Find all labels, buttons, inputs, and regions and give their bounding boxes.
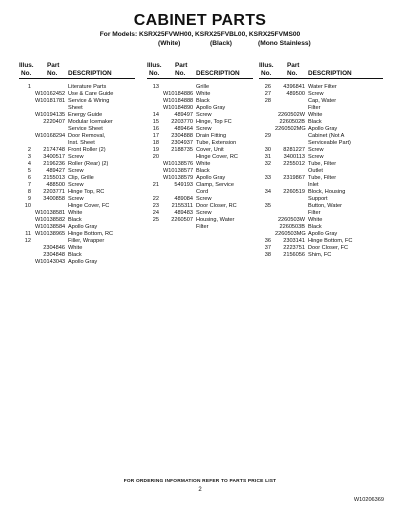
- illus-number: 10: [24, 203, 31, 209]
- part-description: Grille: [196, 84, 210, 90]
- part-row: [147, 196, 253, 203]
- part-description: Filter: [308, 210, 321, 216]
- illus-number: 7: [27, 182, 31, 188]
- illus-number: 9: [27, 196, 31, 202]
- part-number: W10162452: [35, 91, 66, 97]
- page-number: 2: [198, 487, 202, 493]
- part-number: 2260519: [283, 189, 305, 195]
- part-number: W10143043: [35, 259, 66, 265]
- part-description: White: [68, 245, 83, 251]
- header-rule: [19, 78, 135, 79]
- part-number: 2260503MG: [275, 231, 306, 237]
- illus-number: 33: [264, 175, 271, 181]
- part-description: Tube, Extension: [196, 140, 237, 146]
- part-row: [259, 210, 383, 217]
- part-description: Cabinet (Not A: [308, 133, 345, 139]
- part-description: Clamp, Service: [196, 182, 234, 188]
- illus-number: 22: [152, 196, 159, 202]
- part-description: Cap, Water: [308, 98, 337, 104]
- part-row: [19, 175, 135, 182]
- part-number: 3400858: [43, 196, 65, 202]
- part-number: W10138579: [163, 175, 194, 181]
- part-number: W10194135: [35, 112, 66, 118]
- part-row: [259, 252, 383, 259]
- illus-number: 26: [264, 84, 271, 90]
- part-number: W10138584: [35, 224, 66, 230]
- parts-column-1: [19, 62, 135, 266]
- part-row: [19, 161, 135, 168]
- header-illus-1: Illus.: [259, 62, 274, 69]
- part-number: 2156056: [283, 252, 305, 258]
- part-row: [19, 147, 135, 154]
- part-row: [19, 126, 135, 133]
- part-number: 549193: [174, 182, 193, 188]
- part-row: [19, 217, 135, 224]
- part-description: Apollo Gray: [68, 224, 98, 230]
- variant-black: (Black): [210, 40, 232, 47]
- part-row: [19, 119, 135, 126]
- part-row: [259, 203, 383, 210]
- part-row: [259, 168, 383, 175]
- header-description: DESCRIPTION: [68, 70, 112, 77]
- part-description: Inlet: [308, 182, 319, 188]
- variant-white: (White): [158, 40, 181, 47]
- part-description: Tube, Filter: [308, 175, 337, 181]
- part-row: [147, 126, 253, 133]
- part-description: Screw: [196, 112, 212, 118]
- illus-number: 14: [152, 112, 159, 118]
- part-number: W10138965: [35, 231, 66, 237]
- part-description: Use & Care Guide: [68, 91, 114, 97]
- part-number: 2304848: [43, 252, 65, 258]
- part-number: 2260502W: [277, 112, 305, 118]
- illus-number: 12: [24, 238, 31, 244]
- part-row: [19, 168, 135, 175]
- part-description: Tube, Filter: [308, 161, 337, 167]
- part-row: [147, 112, 253, 119]
- part-description: Screw: [68, 154, 84, 160]
- illus-number: 27: [264, 91, 271, 97]
- illus-number: 18: [152, 140, 159, 146]
- part-description: Front Roller (2): [68, 147, 106, 153]
- part-description: Screw: [308, 91, 324, 97]
- part-row: [259, 154, 383, 161]
- part-description: Cover, Unit: [196, 147, 224, 153]
- part-description: Black: [308, 224, 322, 230]
- part-description: Screw: [196, 196, 212, 202]
- part-row: [19, 182, 135, 189]
- illus-number: 13: [152, 84, 159, 90]
- part-row: [19, 189, 135, 196]
- part-number: 2188735: [171, 147, 193, 153]
- part-row: [147, 133, 253, 140]
- part-row: [147, 161, 253, 168]
- part-description: Hinge Bottom, FC: [308, 238, 353, 244]
- illus-number: 25: [152, 217, 159, 223]
- part-row: [147, 182, 253, 189]
- part-row: [147, 203, 253, 210]
- column-header: [19, 62, 135, 78]
- part-description: Serviceable Part): [308, 140, 351, 146]
- part-row: [19, 98, 135, 105]
- part-row: [259, 112, 383, 119]
- part-row: [147, 98, 253, 105]
- part-row: [259, 105, 383, 112]
- part-number: W10181781: [35, 98, 66, 104]
- part-number: W10138576: [163, 161, 194, 167]
- part-description: Drain Fitting: [196, 133, 227, 139]
- part-description: Black: [196, 98, 210, 104]
- illus-number: 35: [264, 203, 271, 209]
- part-number: 2260502MG: [275, 126, 306, 132]
- part-description: Door Closer, RC: [196, 203, 237, 209]
- part-description: Service & Wiring: [68, 98, 110, 104]
- part-number: 489427: [46, 168, 65, 174]
- illus-number: 8: [27, 189, 31, 195]
- variant-mono-stainless: (Mono Stainless): [258, 40, 311, 47]
- part-number: 489084: [174, 196, 193, 202]
- part-description: White: [68, 210, 83, 216]
- column-header: [147, 62, 253, 78]
- part-description: Filter: [196, 224, 209, 230]
- part-row: [19, 196, 135, 203]
- part-description: White: [196, 91, 211, 97]
- part-row: [259, 175, 383, 182]
- part-description: Apollo Gray: [68, 259, 98, 265]
- illus-number: 31: [264, 154, 271, 160]
- part-row: [259, 189, 383, 196]
- part-number: 488500: [46, 182, 65, 188]
- part-description: Hinge Top, RC: [68, 189, 105, 195]
- part-row: [259, 147, 383, 154]
- illus-number: 38: [264, 252, 271, 258]
- parts-rows: [19, 84, 135, 266]
- illus-number: 11: [25, 231, 31, 237]
- part-row: [147, 224, 253, 231]
- part-row: [147, 140, 253, 147]
- part-row: [259, 238, 383, 245]
- part-row: [147, 147, 253, 154]
- header-part-1: Part: [287, 62, 300, 69]
- part-number: 2260507: [171, 217, 193, 223]
- part-description: Cord: [196, 189, 209, 195]
- illus-number: 19: [152, 147, 159, 153]
- part-row: [147, 217, 253, 224]
- part-row: [259, 217, 383, 224]
- part-row: [19, 91, 135, 98]
- part-description: Screw: [308, 154, 324, 160]
- part-row: [19, 252, 135, 259]
- header-illus-1: Illus.: [147, 62, 162, 69]
- illus-number: 30: [264, 147, 271, 153]
- part-row: [259, 140, 383, 147]
- part-number: 489497: [174, 112, 193, 118]
- part-description: Apollo Gray: [308, 126, 338, 132]
- illus-number: 24: [152, 210, 159, 216]
- part-row: [259, 196, 383, 203]
- part-row: [259, 224, 383, 231]
- part-row: [259, 231, 383, 238]
- parts-column-2: [147, 62, 253, 231]
- parts-column-3: [259, 62, 383, 259]
- part-number: W10138581: [35, 210, 66, 216]
- part-description: White: [308, 112, 323, 118]
- part-description: Hinge, Top FC: [196, 119, 232, 125]
- part-description: Door Removal,: [68, 133, 106, 139]
- part-description: Support: [308, 196, 328, 202]
- part-row: [147, 210, 253, 217]
- part-row: [19, 105, 135, 112]
- header-illus-1: Illus.: [19, 62, 34, 69]
- part-row: [19, 203, 135, 210]
- part-row: [19, 224, 135, 231]
- part-description: Black: [68, 252, 82, 258]
- part-description: Modular Icemaker: [68, 119, 113, 125]
- part-description: Screw: [68, 182, 84, 188]
- parts-rows: [147, 84, 253, 231]
- part-description: Door Closer, FC: [308, 245, 349, 251]
- part-number: W10168294: [35, 133, 66, 139]
- header-part-2: No.: [287, 70, 298, 77]
- part-description: Screw: [196, 210, 212, 216]
- header-illus-2: No.: [261, 70, 272, 77]
- part-row: [147, 175, 253, 182]
- part-description: Black: [68, 217, 82, 223]
- part-number: W10184886: [163, 91, 194, 97]
- page-title: CABINET PARTS: [133, 12, 267, 29]
- column-header: [259, 62, 383, 78]
- part-row: [147, 189, 253, 196]
- part-number: 2304937: [171, 140, 193, 146]
- part-row: [259, 98, 383, 105]
- part-number: W10138577: [163, 168, 194, 174]
- part-row: [147, 84, 253, 91]
- part-row: [147, 154, 253, 161]
- illus-number: 1: [27, 84, 31, 90]
- part-row: [259, 119, 383, 126]
- part-row: [19, 231, 135, 238]
- part-number: 2303141: [283, 238, 305, 244]
- part-description: Filler, Wrapper: [68, 238, 105, 244]
- part-number: 2255012: [283, 161, 305, 167]
- part-number: 489500: [286, 91, 305, 97]
- part-description: Sheet: [68, 105, 83, 111]
- header-rule: [259, 78, 383, 79]
- part-description: Shim, FC: [308, 252, 332, 258]
- part-description: Screw: [196, 126, 212, 132]
- part-description: Outlet: [308, 168, 323, 174]
- part-description: Hinge Bottom, RC: [68, 231, 114, 237]
- header-rule: [147, 78, 253, 79]
- part-row: [147, 168, 253, 175]
- part-description: Roller (Rear) (2): [68, 161, 109, 167]
- illus-number: 5: [27, 168, 31, 174]
- part-row: [19, 245, 135, 252]
- illus-number: 29: [264, 133, 271, 139]
- part-description: Apollo Gray: [196, 175, 226, 181]
- header-description: DESCRIPTION: [308, 70, 352, 77]
- part-description: Service Sheet: [68, 126, 103, 132]
- part-description: Hinge Cover, FC: [68, 203, 110, 209]
- part-number: W10138582: [35, 217, 66, 223]
- part-number: 2260503W: [277, 217, 305, 223]
- part-row: [19, 84, 135, 91]
- part-row: [19, 210, 135, 217]
- part-number: 2155311: [171, 203, 193, 209]
- part-description: Water Filter: [308, 84, 337, 90]
- part-number: 3400517: [43, 154, 65, 160]
- part-number: 2260502B: [279, 119, 305, 125]
- part-number: W10184890: [163, 105, 194, 111]
- part-number: 3400113: [283, 154, 305, 160]
- part-row: [19, 154, 135, 161]
- illus-number: 17: [152, 133, 159, 139]
- part-row: [259, 182, 383, 189]
- part-row: [19, 112, 135, 119]
- part-description: Filter: [308, 105, 321, 111]
- part-row: [19, 238, 135, 245]
- model-list: For Models: KSRX25FVWH00, KSRX25FVBL00, KSRX25FVMS00: [99, 31, 301, 38]
- illus-number: 16: [152, 126, 159, 132]
- illus-number: 37: [264, 245, 271, 251]
- illus-number: 23: [152, 203, 159, 209]
- illus-number: 4: [27, 161, 31, 167]
- part-number: 489464: [174, 126, 193, 132]
- illus-number: 28: [264, 98, 271, 104]
- illus-number: 32: [264, 161, 271, 167]
- part-number: 2155013: [43, 175, 65, 181]
- illus-number: 20: [152, 154, 159, 160]
- header-part-1: Part: [47, 62, 60, 69]
- part-description: Button, Water: [308, 203, 342, 209]
- part-description: Clip, Grille: [68, 175, 94, 181]
- part-number: 2203771: [43, 189, 65, 195]
- part-number: 2196236: [43, 161, 65, 167]
- illus-number: 34: [264, 189, 271, 195]
- part-number: 2203770: [171, 119, 193, 125]
- part-number: 2304888: [171, 133, 193, 139]
- part-number: W10184888: [163, 98, 194, 104]
- part-description: Apollo Gray: [308, 231, 338, 237]
- document-code: W10206369: [353, 497, 384, 503]
- part-row: [259, 245, 383, 252]
- part-description: Energy Guide: [68, 112, 103, 118]
- part-description: Housing, Water: [196, 217, 235, 223]
- header-part-2: No.: [175, 70, 186, 77]
- part-description: Block, Housing: [308, 189, 346, 195]
- part-description: Hinge Cover, RC: [196, 154, 238, 160]
- part-number: 489483: [174, 210, 193, 216]
- header-part-2: No.: [47, 70, 58, 77]
- illus-number: 15: [152, 119, 159, 125]
- part-description: Black: [196, 168, 210, 174]
- part-number: 8281227: [283, 147, 305, 153]
- illus-number: 36: [264, 238, 271, 244]
- part-row: [147, 105, 253, 112]
- header-illus-2: No.: [149, 70, 160, 77]
- part-description: Apollo Gray: [196, 105, 226, 111]
- part-row: [19, 140, 135, 147]
- part-description: Screw: [68, 168, 84, 174]
- part-row: [147, 91, 253, 98]
- part-description: Screw: [308, 147, 324, 153]
- part-description: Screw: [68, 196, 84, 202]
- illus-number: 2: [27, 147, 31, 153]
- part-number: 2223751: [283, 245, 305, 251]
- header-illus-2: No.: [21, 70, 32, 77]
- part-description: White: [196, 161, 211, 167]
- part-number: 2304846: [43, 245, 65, 251]
- illus-number: 6: [27, 175, 31, 181]
- ordering-note: FOR ORDERING INFORMATION REFER TO PARTS PRICE LIST: [123, 479, 277, 484]
- part-description: White: [308, 217, 323, 223]
- part-row: [147, 119, 253, 126]
- part-number: 4396841: [283, 84, 305, 90]
- illus-number: 3: [27, 154, 31, 160]
- part-number: 2260503B: [279, 224, 305, 230]
- part-row: [259, 133, 383, 140]
- part-number: 2174748: [43, 147, 65, 153]
- part-number: 2220407: [43, 119, 65, 125]
- part-row: [259, 84, 383, 91]
- part-description: Black: [308, 119, 322, 125]
- parts-rows: [259, 84, 383, 259]
- part-number: 2319867: [283, 175, 305, 181]
- part-row: [259, 126, 383, 133]
- part-row: [19, 133, 135, 140]
- illus-number: 21: [152, 182, 159, 188]
- part-row: [19, 259, 135, 266]
- part-description: Inst. Sheet: [68, 140, 95, 146]
- header-part-1: Part: [175, 62, 188, 69]
- part-row: [259, 91, 383, 98]
- part-row: [259, 161, 383, 168]
- part-description: Literature Parts: [68, 84, 107, 90]
- header-description: DESCRIPTION: [196, 70, 240, 77]
